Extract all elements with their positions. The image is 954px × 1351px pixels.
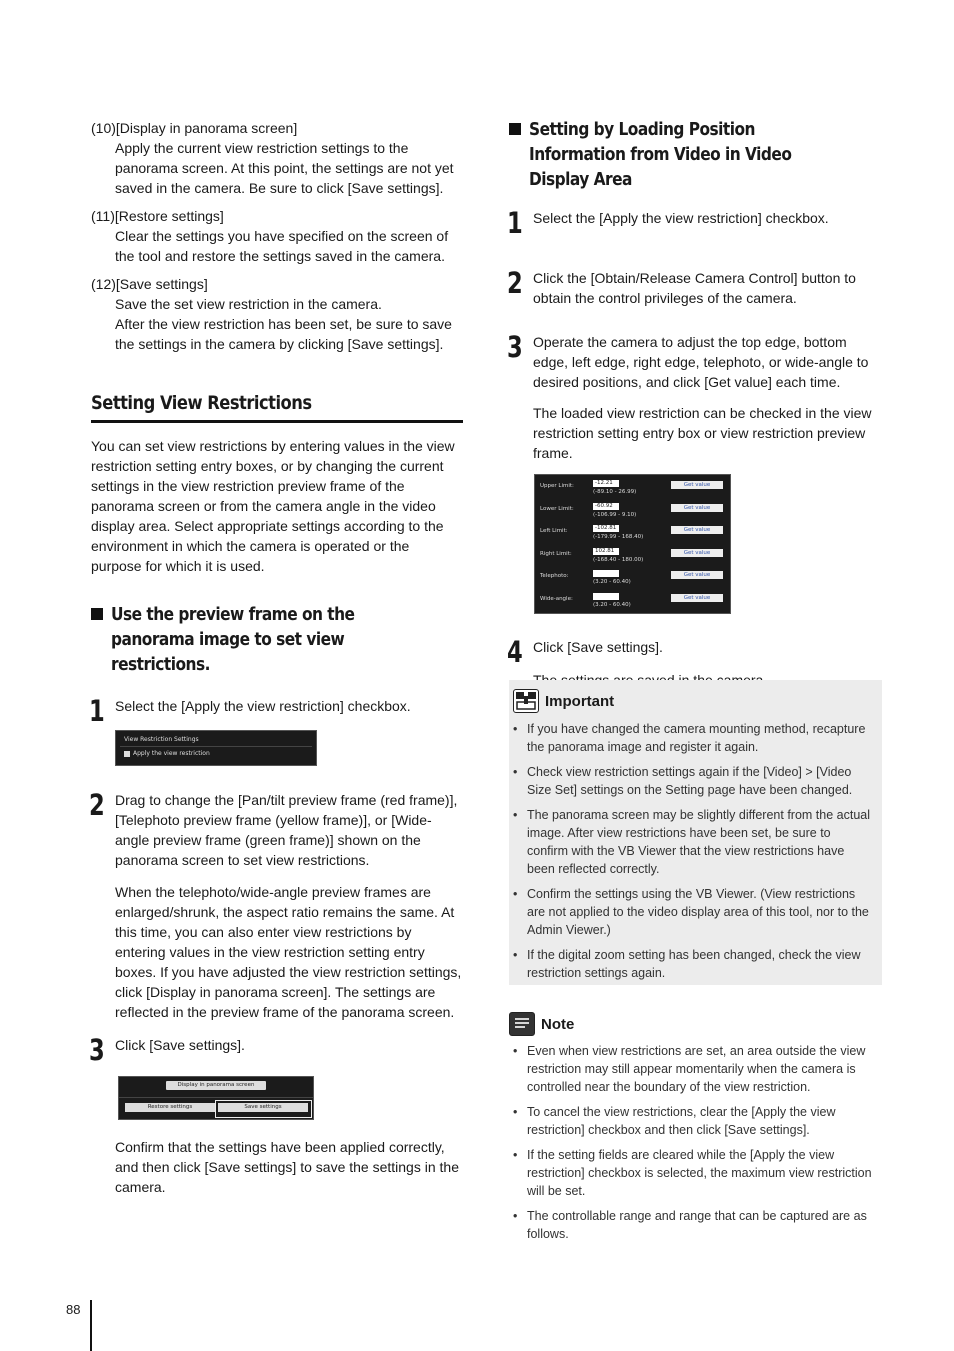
note-list <box>509 1042 882 1243</box>
step-paragraph: When the telephoto/wide-angle preview frames are enlarged/shrunk, the aspect ratio remains the same. At this time, you can also enter view restrictions by entering values in the view restriction setting entry boxes. If you have adjusted the view restriction settings, click [Display in panorama screen]. The settings are reflected in the preview frame of the panorama screen. <box>115 884 462 1020</box>
item-title: (12)[Save settings] <box>91 276 208 292</box>
get-value-button[interactable]: Get value <box>671 594 723 602</box>
get-value-button[interactable]: Get value <box>671 504 723 512</box>
save-settings-button[interactable]: Save settings <box>218 1103 308 1112</box>
screenshot-limit-values <box>534 474 731 614</box>
step-2 <box>91 790 463 1022</box>
limit-label: Wide-angle: <box>540 595 573 602</box>
limit-row <box>535 570 730 592</box>
limit-value-input[interactable] <box>593 570 619 577</box>
list-item: • If the setting fields are cleared while the [Apply the view restriction] checkbox is selected, the maximum view restriction will be set. <box>509 1146 882 1200</box>
get-value-button[interactable]: Get value <box>671 526 723 534</box>
step-number: 1 <box>89 694 105 728</box>
limit-label: Left Limit: <box>540 528 568 534</box>
step-number: 2 <box>89 788 105 822</box>
important-box <box>509 680 882 985</box>
list-item: • If you have changed the camera mounting method, recapture the panorama image and register it again. <box>509 720 874 756</box>
get-value-button[interactable]: Get value <box>671 549 723 557</box>
item-11 <box>91 206 463 266</box>
step-number: 3 <box>507 330 523 364</box>
screenshot-view-restriction-settings <box>115 730 317 766</box>
step-number: 3 <box>89 1033 105 1067</box>
subsection-title: Setting by Loading Position Information from Video in Video Display Area <box>529 120 792 190</box>
shot-checkbox-row <box>120 746 312 757</box>
limit-row <box>535 503 730 525</box>
shot-title: View Restriction Settings <box>124 736 199 743</box>
display-in-panorama-button[interactable]: Display in panorama screen <box>166 1081 266 1090</box>
limit-value-input[interactable] <box>593 593 619 600</box>
right-column <box>509 118 882 690</box>
important-title: Important <box>545 692 615 710</box>
important-icon <box>513 689 539 713</box>
screenshot-save-buttons <box>118 1076 314 1120</box>
note-icon <box>509 1012 535 1036</box>
limit-value-input[interactable]: 102.81 <box>593 548 619 555</box>
subsection-heading <box>91 603 463 678</box>
section-paragraph: You can set view restrictions by entering values in the view restriction setting entry boxes, or by changing the current settings in the view restriction preview frame of the panorama screen or from the camera angle in the video display area. Select appropriate settings according to the environment in which the camera is operated or the purpose for which it is used. <box>91 438 455 574</box>
step-number: 2 <box>507 266 523 300</box>
limit-range: (-179.99 - 168.40) <box>593 534 644 540</box>
item-body: Apply the current view restriction settings to the panorama screen. At this point, the settings are not yet saved in the camera. Be sure to click [Save settings]. <box>115 140 454 196</box>
item-12 <box>91 274 463 354</box>
step-text: Select the [Apply the view restriction] checkbox. <box>115 698 411 714</box>
important-list <box>509 720 874 982</box>
limit-row <box>535 548 730 570</box>
item-10 <box>91 118 463 198</box>
limit-range: (-89.10 - 26.99) <box>593 489 637 495</box>
section-title: Setting View Restrictions <box>91 392 312 414</box>
get-value-button[interactable]: Get value <box>671 571 723 579</box>
limit-range: (3.20 - 60.40) <box>593 579 631 585</box>
get-value-button[interactable]: Get value <box>671 481 723 489</box>
restore-settings-button[interactable]: Restore settings <box>125 1103 215 1112</box>
limit-row <box>535 480 730 502</box>
step-3 <box>89 1033 463 1067</box>
step-2 <box>509 268 882 308</box>
step-3 <box>509 332 882 463</box>
list-item: • Check view restriction settings again if the [Video] > [Video Size Set] settings on the Setting page have been changed. <box>509 763 874 799</box>
list-item: • The controllable range and range that can be captured are as follows. <box>509 1207 882 1243</box>
item-body: Save the set view restriction in the camera. <box>115 296 382 312</box>
limit-row <box>535 525 730 547</box>
limit-value-input[interactable]: -60.92 <box>593 503 619 510</box>
item-body: Clear the settings you have specified on the screen of the tool and restore the settings saved in the camera. <box>115 228 449 264</box>
list-item: • Even when view restrictions are set, an area outside the view restriction may still appear momentarily when the camera is controlled near the boundary of the view restriction. <box>509 1042 882 1096</box>
step-text: Click [Save settings]. <box>115 1037 245 1053</box>
checkbox-icon[interactable] <box>124 751 130 757</box>
limit-label: Right Limit: <box>540 550 572 557</box>
step-text: Click the [Obtain/Release Camera Control] button to obtain the control privileges of the camera. <box>533 270 856 306</box>
limit-label: Lower Limit: <box>540 505 574 512</box>
step-number: 4 <box>507 635 523 669</box>
page-number: 88 <box>66 1302 81 1317</box>
list-item: • Confirm the settings using the VB Viewer. (View restrictions are not applied to the video display area of this tool, nor to the Admin Viewer.) <box>509 885 874 939</box>
step-number: 1 <box>507 206 523 240</box>
item-body-2: After the view restriction has been set, be sure to save the settings in the camera by clicking [Save settings]. <box>115 316 452 352</box>
note-section <box>509 1012 882 1250</box>
shot-divider <box>119 1097 313 1098</box>
list-item: • To cancel the view restrictions, clear the [Apply the view restriction] checkbox and then click [Save settings]. <box>509 1103 882 1139</box>
step-text: Select the [Apply the view restriction] checkbox. <box>533 210 829 226</box>
subsection-title: Use the preview frame on the panorama image to set view restrictions. <box>111 605 355 675</box>
step-text: Click [Save settings]. <box>533 639 663 655</box>
step-paragraph: Confirm that the settings have been applied correctly, and then click [Save settings] to save the settings in the camera. <box>115 1139 459 1195</box>
note-title: Note <box>541 1015 575 1033</box>
note-header <box>509 1012 882 1036</box>
step-paragraph: The loaded view restriction can be checked in the view restriction setting entry box or view restriction preview frame. <box>533 405 872 461</box>
item-title: (10)[Display in panorama screen] <box>91 120 298 136</box>
step-1 <box>89 694 463 728</box>
limit-range: (-106.99 - 9.10) <box>593 511 637 518</box>
limit-range: (-168.40 - 180.00) <box>593 556 644 563</box>
list-item: • If the digital zoom setting has been changed, check the view restriction settings again. <box>509 946 874 982</box>
limit-value-input[interactable]: -102.81 <box>593 525 619 532</box>
square-bullet-icon <box>509 123 521 135</box>
important-header <box>513 689 882 713</box>
step-1 <box>507 206 882 240</box>
limit-row <box>535 593 730 615</box>
limit-range: (3.20 - 60.40) <box>593 601 631 608</box>
limit-value-input[interactable]: -12.21 <box>593 480 619 487</box>
square-bullet-icon <box>91 608 103 620</box>
left-column <box>91 118 463 1197</box>
step-text: Operate the camera to adjust the top edge, bottom edge, left edge, right edge, telephoto, or wide-angle to desired positions, and click [Get value] each time. <box>533 334 869 390</box>
limit-label: Upper Limit: <box>540 483 574 489</box>
limit-label: Telephoto: <box>540 573 569 579</box>
subsection-heading <box>509 118 882 193</box>
list-item: • The panorama screen may be slightly different from the actual image. After view restrictions have been set, be sure to confirm with the VB Viewer that the view restrictions have been reflected correctly. <box>509 806 874 878</box>
page-number-rule <box>90 1300 92 1351</box>
item-title: (11)[Restore settings] <box>91 208 224 224</box>
step-text: Drag to change the [Pan/tilt preview frame (red frame)], [Telephoto preview frame (yellow frame)], or [Wide-angle preview frame (green frame)] shown on the panorama screen to set view restrictions. <box>115 792 458 868</box>
section-rule <box>91 420 463 423</box>
checkbox-label: Apply the view restriction <box>133 750 210 757</box>
